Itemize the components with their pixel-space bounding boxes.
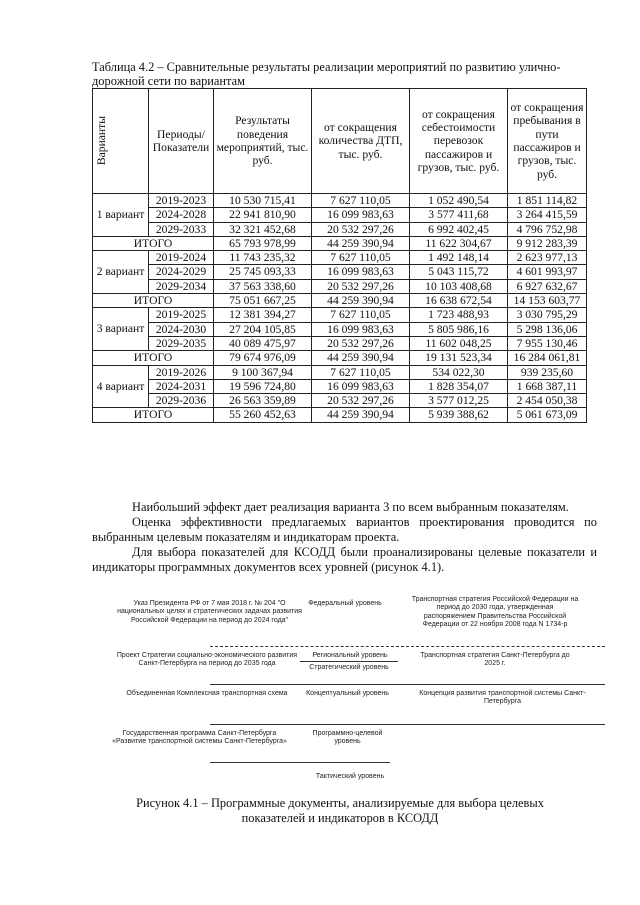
- travel-cell: 6 927 632,67: [508, 279, 587, 293]
- regional-level: Региональный уровень: [312, 652, 388, 659]
- results-cell: 65 793 978,99: [214, 236, 312, 250]
- travel-cell: 3 030 795,29: [508, 308, 587, 322]
- table-row: [93, 336, 587, 350]
- total-row: [93, 236, 587, 250]
- cost-cell: 16 638 672,54: [410, 294, 508, 308]
- table-row: [93, 222, 587, 236]
- dtp-cell: 20 532 297,26: [312, 394, 410, 408]
- dtp-cell: 20 532 297,26: [312, 222, 410, 236]
- table-row: [93, 265, 587, 279]
- variant-name: 1 вариант: [93, 194, 149, 237]
- travel-cell: 16 284 061,81: [508, 351, 587, 365]
- results-cell: 22 941 810,90: [214, 208, 312, 222]
- period-cell: 2024-2029: [149, 265, 214, 279]
- table-caption: Таблица 4.2 – Сравнительные результаты реализации мероприятий по развитию улично-дорожной сети по вариантам: [92, 60, 561, 88]
- results-cell: 55 260 452,63: [214, 408, 312, 422]
- total-row: [93, 294, 587, 308]
- table-row: [93, 394, 587, 408]
- cost-cell: 11 602 048,25: [410, 336, 508, 350]
- total-label: ИТОГО: [93, 408, 214, 422]
- results-cell: 32 321 452,68: [214, 222, 312, 236]
- dtp-cell: 44 259 390,94: [312, 236, 410, 250]
- paragraph-evaluation: Оценка эффективности предлагаемых вариантов проектирования проводится по выбранным целевым показателям и индикаторам проекта.: [92, 515, 597, 544]
- header-dtp: от сокращения количества ДТП, тыс. руб.: [312, 89, 410, 194]
- period-cell: 2029-2034: [149, 279, 214, 293]
- results-cell: 11 743 235,32: [214, 251, 312, 265]
- table-row: [93, 365, 587, 379]
- table-row: [93, 194, 587, 208]
- results-cell: 79 674 976,09: [214, 351, 312, 365]
- tactical-level: Тактический уровень: [315, 773, 385, 780]
- cost-cell: 6 992 402,45: [410, 222, 508, 236]
- travel-cell: 5 298 136,06: [508, 322, 587, 336]
- cost-cell: 5 939 388,62: [410, 408, 508, 422]
- cost-cell: 1 723 488,93: [410, 308, 508, 322]
- cost-cell: 5 805 986,16: [410, 322, 508, 336]
- period-cell: 2029-2036: [149, 394, 214, 408]
- table-header-row: [93, 89, 587, 194]
- travel-cell: 1 668 387,11: [508, 379, 587, 393]
- travel-cell: 939 235,60: [508, 365, 587, 379]
- travel-cell: 4 601 993,97: [508, 265, 587, 279]
- spb-transport-strategy: Транспортная стратегия Санкт-Петербурга до 2025 г.: [420, 652, 570, 668]
- federal-level: Федеральный уровень: [308, 600, 382, 607]
- federal-divider: [210, 646, 605, 647]
- cost-cell: 1 828 354,07: [410, 379, 508, 393]
- program-divider: [210, 762, 390, 763]
- results-cell: 9 100 367,94: [214, 365, 312, 379]
- header-travel: от сокращения пребывания в пути пассажиров и грузов, тыс. руб.: [508, 89, 587, 194]
- spb-strategy-project: Проект Стратегии социально-экономического развития Санкт-Петербурга на период до 2035 года: [116, 652, 298, 668]
- variant-name: 4 вариант: [93, 365, 149, 408]
- variant-name: 3 вариант: [93, 308, 149, 351]
- paragraph-selection: Для выбора показателей для КСОДД были проанализированы целевые показатели и индикаторы программных документов всех уровней (рисунок 4.1).: [92, 545, 597, 574]
- paragraph-conclusion: Наибольший эффект дает реализация варианта 3 по всем выбранным показателям.: [132, 500, 569, 514]
- strategic-divider: [210, 684, 605, 685]
- period-cell: 2024-2028: [149, 208, 214, 222]
- table-row: [93, 251, 587, 265]
- period-cell: 2029-2035: [149, 336, 214, 350]
- period-cell: 2024-2030: [149, 322, 214, 336]
- total-label: ИТОГО: [93, 351, 214, 365]
- transport-concept: Концепция развития транспортной системы Санкт-Петербурга: [419, 690, 586, 706]
- total-row: [93, 408, 587, 422]
- dtp-cell: 16 099 983,63: [312, 322, 410, 336]
- results-cell: 27 204 105,85: [214, 322, 312, 336]
- cost-cell: 3 577 411,68: [410, 208, 508, 222]
- results-cell: 25 745 093,33: [214, 265, 312, 279]
- dtp-cell: 16 099 983,63: [312, 379, 410, 393]
- integrated-scheme: Объединенная Комплексная транспортная схема: [126, 690, 288, 697]
- table-row: [93, 208, 587, 222]
- travel-cell: 1 851 114,82: [508, 194, 587, 208]
- total-row: [93, 351, 587, 365]
- travel-cell: 2 623 977,13: [508, 251, 587, 265]
- results-cell: 75 051 667,25: [214, 294, 312, 308]
- figure-caption: Рисунок 4.1 – Программные документы, анализируемые для выбора целевых показателей и индикаторов в КСОДД: [136, 796, 544, 825]
- travel-cell: 2 454 050,38: [508, 394, 587, 408]
- results-cell: 12 381 394,27: [214, 308, 312, 322]
- cost-cell: 5 043 115,72: [410, 265, 508, 279]
- cost-cell: 534 022,30: [410, 365, 508, 379]
- header-results: Результаты поведения мероприятий, тыс. руб.: [214, 89, 312, 194]
- dtp-cell: 7 627 110,05: [312, 365, 410, 379]
- program-target-level: Программно-целевой уровень: [312, 730, 383, 746]
- travel-cell: 4 796 752,98: [508, 222, 587, 236]
- table-row: [93, 379, 587, 393]
- cost-cell: 1 052 490,54: [410, 194, 508, 208]
- travel-cell: 7 955 130,46: [508, 336, 587, 350]
- conceptual-level: Концептуальный уровень: [306, 690, 389, 697]
- state-program: Государственная программа Санкт-Петербурга «Развитие транспортной системы Санкт-Петербурга»: [112, 730, 287, 746]
- dtp-cell: 20 532 297,26: [312, 279, 410, 293]
- cost-cell: 11 622 304,67: [410, 236, 508, 250]
- transport-strategy-rf: Транспортная стратегия Российской Федерации на период до 2030 года, утвержденная распоряжением Правительства Российской Федерации от 22 ноября 2008 года N 1734-р: [411, 596, 579, 629]
- period-cell: 2019-2023: [149, 194, 214, 208]
- period-cell: 2019-2025: [149, 308, 214, 322]
- dtp-cell: 7 627 110,05: [312, 194, 410, 208]
- period-cell: 2024-2031: [149, 379, 214, 393]
- table-row: [93, 322, 587, 336]
- total-label: ИТОГО: [93, 236, 214, 250]
- travel-cell: 9 912 283,39: [508, 236, 587, 250]
- header-periods: Периоды/ Показатели: [149, 89, 214, 194]
- period-cell: 2029-2033: [149, 222, 214, 236]
- dtp-cell: 20 532 297,26: [312, 336, 410, 350]
- header-variants: Варианты: [93, 89, 149, 194]
- header-cost: от сокращения себестоимости перевозок пассажиров и грузов, тыс. руб.: [410, 89, 508, 194]
- cost-cell: 19 131 523,34: [410, 351, 508, 365]
- total-label: ИТОГО: [93, 294, 214, 308]
- dtp-cell: 44 259 390,94: [312, 408, 410, 422]
- dtp-cell: 44 259 390,94: [312, 351, 410, 365]
- dtp-cell: 44 259 390,94: [312, 294, 410, 308]
- results-cell: 26 563 359,89: [214, 394, 312, 408]
- travel-cell: 5 061 673,09: [508, 408, 587, 422]
- results-cell: 40 089 475,97: [214, 336, 312, 350]
- period-cell: 2019-2026: [149, 365, 214, 379]
- conceptual-divider: [210, 724, 605, 725]
- table-row: [93, 308, 587, 322]
- results-cell: 19 596 724,80: [214, 379, 312, 393]
- variant-name: 2 вариант: [93, 251, 149, 294]
- cost-cell: 3 577 012,25: [410, 394, 508, 408]
- results-table: [92, 88, 587, 423]
- strategic-level: Стратегический уровень: [309, 664, 389, 671]
- table-row: [93, 279, 587, 293]
- dtp-cell: 16 099 983,63: [312, 208, 410, 222]
- period-cell: 2019-2024: [149, 251, 214, 265]
- dtp-cell: 7 627 110,05: [312, 251, 410, 265]
- cost-cell: 1 492 148,14: [410, 251, 508, 265]
- travel-cell: 3 264 415,59: [508, 208, 587, 222]
- dtp-cell: 16 099 983,63: [312, 265, 410, 279]
- cost-cell: 10 103 408,68: [410, 279, 508, 293]
- results-cell: 10 530 715,41: [214, 194, 312, 208]
- results-cell: 37 563 338,60: [214, 279, 312, 293]
- dtp-cell: 7 627 110,05: [312, 308, 410, 322]
- regional-underline: [300, 661, 398, 662]
- decree-document: Указ Президента РФ от 7 мая 2018 г. № 204 "О национальных целях и стратегических задачах развития Российской Федерации на период до 2024 года": [117, 600, 302, 624]
- travel-cell: 14 153 603,77: [508, 294, 587, 308]
